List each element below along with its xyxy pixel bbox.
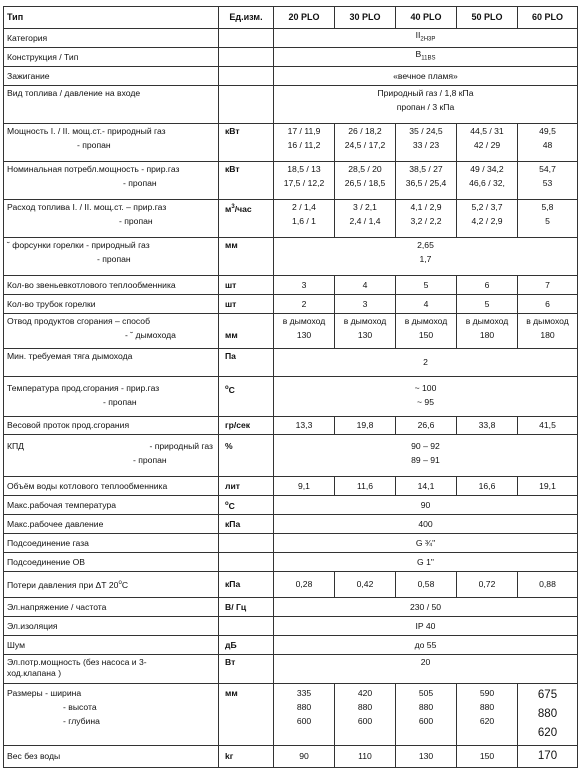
row-label: Отвод продуктов сгорания – способ - ˘ дымохода bbox=[4, 314, 219, 349]
unit-cell: $м^3$/час bbox=[219, 200, 274, 238]
unit-cell: kг bbox=[219, 746, 274, 768]
row-label: Категория bbox=[4, 29, 219, 48]
value-cell: 2 bbox=[274, 295, 335, 314]
unit-cell: гр/сек bbox=[219, 417, 274, 435]
value-cell: 130 bbox=[396, 746, 457, 768]
row-voltage bbox=[4, 598, 578, 617]
row-label: Макс.рабочая температура bbox=[4, 496, 219, 515]
unit-cell: Вт bbox=[219, 655, 274, 684]
value-cell: 44,5 / 31 42 / 29 bbox=[457, 124, 518, 162]
row-nozzle bbox=[4, 238, 578, 276]
model-header: 60 PLO bbox=[518, 7, 578, 29]
value-cell: 4 bbox=[335, 276, 396, 295]
row-label: Расход топлива I. / II. мощ.ст. – прир.газ - пропан bbox=[4, 200, 219, 238]
value-cell: 3 bbox=[335, 295, 396, 314]
row-temperature bbox=[4, 377, 578, 417]
value-cell: 335 880 600 bbox=[274, 684, 335, 746]
value-cell: 0,88 bbox=[518, 572, 578, 598]
value-cell: 14,1 bbox=[396, 477, 457, 496]
value-cell: 28,5 / 20 26,5 / 18,5 bbox=[335, 162, 396, 200]
insulation-value: IP 40 bbox=[274, 617, 578, 636]
header-row bbox=[4, 7, 578, 29]
unit-cell: шт bbox=[219, 295, 274, 314]
row-dimensions bbox=[4, 684, 578, 746]
value-cell: в дымоход 130 bbox=[274, 314, 335, 349]
row-ignition bbox=[4, 67, 578, 86]
value-cell: 6 bbox=[457, 276, 518, 295]
row-label: ˘ форсунки горелки - природный газ - пропан bbox=[4, 238, 219, 276]
value-cell: 90 bbox=[274, 746, 335, 768]
value-cell: в дымоход 180 bbox=[457, 314, 518, 349]
nozzle-value: 2,65 1,7 bbox=[274, 238, 578, 276]
value-cell: 5 bbox=[396, 276, 457, 295]
value-cell: 26 / 18,2 24,5 / 17,2 bbox=[335, 124, 396, 162]
row-label: Мин. требуемая тяга дымохода bbox=[4, 349, 219, 377]
value-cell: 19,1 bbox=[518, 477, 578, 496]
unit-cell: В/ Гц bbox=[219, 598, 274, 617]
model-header: 20 PLO bbox=[274, 7, 335, 29]
row-tubes bbox=[4, 295, 578, 314]
row-gas-connection bbox=[4, 534, 578, 553]
unit-cell: Па bbox=[219, 349, 274, 377]
value-cell: 675 880 620 bbox=[518, 684, 578, 746]
row-exhaust bbox=[4, 314, 578, 349]
unit-cell: кПа bbox=[219, 515, 274, 534]
value-cell: 7 bbox=[518, 276, 578, 295]
noise-value: до 55 bbox=[274, 636, 578, 655]
unit-cell: дБ bbox=[219, 636, 274, 655]
row-efficiency bbox=[4, 435, 578, 477]
el-power-value: 20 bbox=[274, 655, 578, 684]
category-value: $II_{2H3P}$ bbox=[274, 29, 578, 48]
row-construction bbox=[4, 48, 578, 67]
row-fuel bbox=[4, 86, 578, 124]
ignition-value: «вечное пламя» bbox=[274, 67, 578, 86]
row-label: Подсоединение ОВ bbox=[4, 553, 219, 572]
row-label: Зажигание bbox=[4, 67, 219, 86]
unit-cell: кВт bbox=[219, 162, 274, 200]
row-consumption bbox=[4, 162, 578, 200]
unit-cell: мм bbox=[219, 684, 274, 746]
value-cell: 0,28 bbox=[274, 572, 335, 598]
value-cell: 16,6 bbox=[457, 477, 518, 496]
value-cell: 590 880 620 bbox=[457, 684, 518, 746]
row-label: Вес без воды bbox=[4, 746, 219, 768]
row-label: Вид топлива / давление на входе bbox=[4, 86, 219, 124]
row-label: Эл.изоляция bbox=[4, 617, 219, 636]
row-label: Температура прод.сгорания - прир.газ - пропан bbox=[4, 377, 219, 417]
unit-header: Ед.изм. bbox=[219, 7, 274, 29]
row-water-volume bbox=[4, 477, 578, 496]
value-cell: 0,42 bbox=[335, 572, 396, 598]
row-label: Макс.рабочее давление bbox=[4, 515, 219, 534]
param-header: Тип bbox=[4, 7, 219, 29]
unit-cell: $^о$С bbox=[219, 377, 274, 417]
row-massflow bbox=[4, 417, 578, 435]
row-ov-connection bbox=[4, 553, 578, 572]
value-cell: 420 880 600 bbox=[335, 684, 396, 746]
row-category bbox=[4, 29, 578, 48]
value-cell: 2 / 1,4 1,6 / 1 bbox=[274, 200, 335, 238]
spec-table bbox=[3, 6, 578, 768]
value-cell: 5 bbox=[457, 295, 518, 314]
unit-cell: мм bbox=[219, 238, 274, 276]
value-cell: 3 / 2,1 2,4 / 1,4 bbox=[335, 200, 396, 238]
row-label: Мощность I. / II. мощ.ст.- природный газ - пропан bbox=[4, 124, 219, 162]
row-label: КПД - природный газ - пропан bbox=[4, 435, 219, 477]
value-cell: 0,72 bbox=[457, 572, 518, 598]
draft-value: 2 bbox=[274, 349, 578, 377]
row-label: Конструкция / Тип bbox=[4, 48, 219, 67]
row-label: Размеры - ширина - высота - глубина bbox=[4, 684, 219, 746]
construction-value: $B_{11BS}$ bbox=[274, 48, 578, 67]
model-header: 40 PLO bbox=[396, 7, 457, 29]
row-label: Кол-во звеньевкотлового теплообменника bbox=[4, 276, 219, 295]
voltage-value: 230 / 50 bbox=[274, 598, 578, 617]
value-cell: 49 / 34,2 46,6 / 32, bbox=[457, 162, 518, 200]
row-label: Потери давления при ΔТ $20^оС$ bbox=[4, 572, 219, 598]
row-label: Шум bbox=[4, 636, 219, 655]
value-cell: в дымоход 150 bbox=[396, 314, 457, 349]
value-cell: 9,1 bbox=[274, 477, 335, 496]
value-cell: 33,8 bbox=[457, 417, 518, 435]
value-cell: 38,5 / 27 36,5 / 25,4 bbox=[396, 162, 457, 200]
row-label: Номинальная потребл.мощность - прир.газ - пропан bbox=[4, 162, 219, 200]
unit-cell: шт bbox=[219, 276, 274, 295]
temperature-value: ~ 100 ~ 95 bbox=[274, 377, 578, 417]
row-max-temp bbox=[4, 496, 578, 515]
value-cell: 0,58 bbox=[396, 572, 457, 598]
value-cell: 5,8 5 bbox=[518, 200, 578, 238]
value-cell: 5,2 / 3,7 4,2 / 2,9 bbox=[457, 200, 518, 238]
row-max-pressure bbox=[4, 515, 578, 534]
row-pressure-loss bbox=[4, 572, 578, 598]
row-label: Подсоединение газа bbox=[4, 534, 219, 553]
unit-cell: кВт bbox=[219, 124, 274, 162]
max-temp-value: 90 bbox=[274, 496, 578, 515]
row-power bbox=[4, 124, 578, 162]
value-cell: 4,1 / 2,9 3,2 / 2,2 bbox=[396, 200, 457, 238]
value-cell: в дымоход 130 bbox=[335, 314, 396, 349]
value-cell: 170 bbox=[518, 746, 578, 768]
row-label: Эл.напряжение / частота bbox=[4, 598, 219, 617]
value-cell: в дымоход 180 bbox=[518, 314, 578, 349]
row-label: Весовой проток прод.сгорания bbox=[4, 417, 219, 435]
unit-cell: $^о$С bbox=[219, 496, 274, 515]
value-cell: 6 bbox=[518, 295, 578, 314]
row-label: Кол-во трубок горелки bbox=[4, 295, 219, 314]
value-cell: 19,8 bbox=[335, 417, 396, 435]
row-insulation bbox=[4, 617, 578, 636]
unit-cell: % bbox=[219, 435, 274, 477]
value-cell: 35 / 24,5 33 / 23 bbox=[396, 124, 457, 162]
value-cell: 150 bbox=[457, 746, 518, 768]
row-noise bbox=[4, 636, 578, 655]
value-cell: 505 880 600 bbox=[396, 684, 457, 746]
ov-connection-value: G 1" bbox=[274, 553, 578, 572]
value-cell: 13,3 bbox=[274, 417, 335, 435]
row-weight bbox=[4, 746, 578, 768]
row-sections bbox=[4, 276, 578, 295]
gas-connection-value: G ¾" bbox=[274, 534, 578, 553]
unit-cell: лит bbox=[219, 477, 274, 496]
value-cell: 18,5 / 13 17,5 / 12,2 bbox=[274, 162, 335, 200]
unit-cell: мм bbox=[219, 314, 274, 349]
value-cell: 49,5 48 bbox=[518, 124, 578, 162]
value-cell: 3 bbox=[274, 276, 335, 295]
row-draft bbox=[4, 349, 578, 377]
value-cell: 17 / 11,9 16 / 11,2 bbox=[274, 124, 335, 162]
fuel-value: Природный газ / 1,8 кПа пропан / 3 кПа bbox=[274, 86, 578, 124]
row-el-power bbox=[4, 655, 578, 684]
value-cell: 54,7 53 bbox=[518, 162, 578, 200]
value-cell: 26,6 bbox=[396, 417, 457, 435]
unit-cell: кПа bbox=[219, 572, 274, 598]
row-label: Объём воды котлового теплообменника bbox=[4, 477, 219, 496]
model-header: 30 PLO bbox=[335, 7, 396, 29]
efficiency-value: 90 – 92 89 – 91 bbox=[274, 435, 578, 477]
model-header: 50 PLO bbox=[457, 7, 518, 29]
row-label: Эл.потр.мощность (без насоса и 3- ход.клапана ) bbox=[4, 655, 219, 684]
value-cell: 41,5 bbox=[518, 417, 578, 435]
value-cell: 11,6 bbox=[335, 477, 396, 496]
value-cell: 110 bbox=[335, 746, 396, 768]
row-flow bbox=[4, 200, 578, 238]
max-pressure-value: 400 bbox=[274, 515, 578, 534]
value-cell: 4 bbox=[396, 295, 457, 314]
